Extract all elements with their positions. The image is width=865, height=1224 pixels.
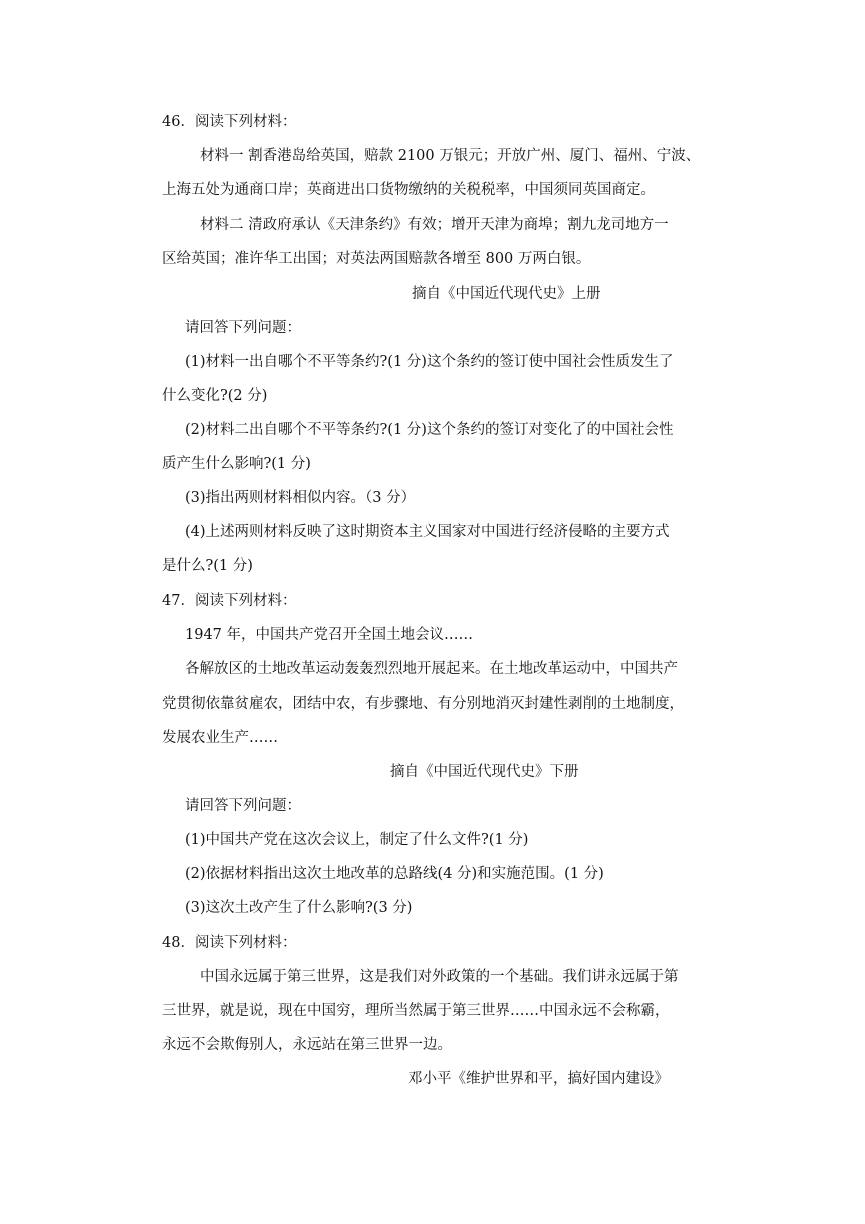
q47-prompt: 请回答下列问题： [185,798,301,814]
q47-heading: 47．阅读下列材料： [162,593,297,609]
q47-material-line3: 党贯彻依靠贫雇农，团结中农，有步骤地、有分别地消灭封建性剥削的土地制度， [162,696,684,712]
q48-material-line2: 三世界，就是说，现在中国穷，理所当然属于第三世界……中国永远不会称霸， [162,1003,670,1019]
q48-material-line3: 永远不会欺侮别人，永远站在第三世界一边。 [162,1037,452,1053]
q46-source: 摘自《中国近代现代史》上册 [412,286,601,302]
q46-question4-line1: (4)上述两则材料反映了这时期资本主义国家对中国进行经济侵略的主要方式 [185,524,670,540]
q46-question2-line1: (2)材料二出自哪个不平等条约?(1 分)这个条约的签订对变化了的中国社会性 [185,422,674,438]
q47-question2: (2)依据材料指出这次土地改革的总路线(4 分)和实施范围。(1 分) [185,866,604,882]
q46-question4-line2: 是什么?(1 分) [162,558,253,574]
q46-question3: (3)指出两则材料相似内容。（3 分） [185,490,416,506]
q46-question2-line2: 质产生什么影响?(1 分) [162,456,311,472]
q48-material-line1: 中国永远属于第三世界，这是我们对外政策的一个基础。我们讲永远属于第 [200,969,679,985]
q47-material-line2: 各解放区的土地改革运动轰轰烈烈地开展起来。在土地改革运动中，中国共产 [185,661,678,677]
q46-material1-line2: 上海五处为通商口岸；英商进出口货物缴纳的关税税率，中国须同英国商定。 [162,182,655,198]
q46-material1-line1: 材料一 割香港岛给英国，赔款 2100 万银元；开放广州、厦门、福州、宁波、 [200,148,701,164]
q48-source: 邓小平《维护世界和平，搞好国内建设》 [408,1071,669,1087]
q46-question1-line1: (1)材料一出自哪个不平等条约?(1 分)这个条约的签订使中国社会性质发生了 [185,354,674,370]
q47-material-line4: 发展农业生产…… [162,730,278,746]
q47-source: 摘自《中国近代现代史》下册 [390,764,579,780]
q46-question1-line2: 什么变化?(2 分) [162,388,268,404]
q47-material-line1: 1947 年，中国共产党召开全国土地会议…… [185,627,474,643]
q46-prompt: 请回答下列问题： [185,320,301,336]
q46-material2-line2: 区给英国；准许华工出国；对英法两国赔款各增至 800 万两白银。 [162,251,591,267]
q47-question3: (3)这次土改产生了什么影响?(3 分) [185,900,413,916]
q46-material2-line1: 材料二 清政府承认《天津条约》有效；增开天津为商埠；割九龙司地方一 [200,217,669,233]
q47-question1: (1)中国共产党在这次会议上，制定了什么文件?(1 分) [185,832,529,848]
q48-heading: 48．阅读下列材料： [162,935,297,951]
q46-heading: 46．阅读下列材料： [162,114,297,130]
